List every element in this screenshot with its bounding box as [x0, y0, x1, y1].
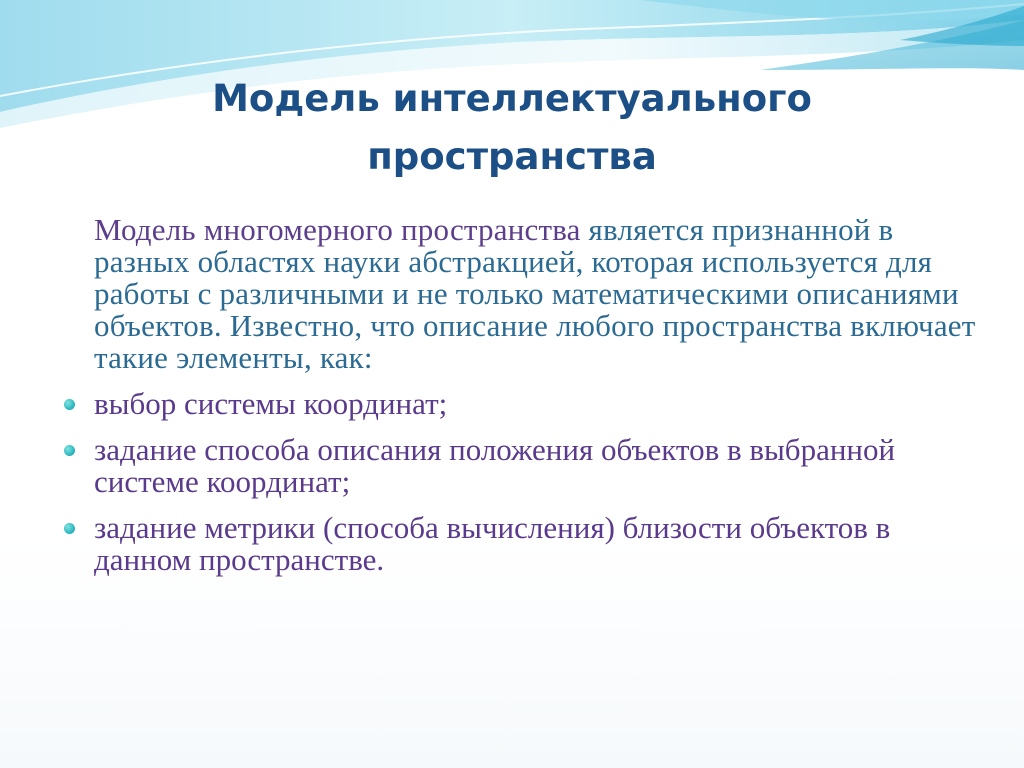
- bullet-dot-icon: [64, 445, 75, 456]
- intro-rest-text: является признанной в разных областях науки абстракцией, которая используется для работы с различными и не только математическими описаниями объектов. Известно, что описание любого пространства включает такие элементы, как:: [94, 212, 976, 375]
- bullet-item: [62, 434, 982, 498]
- bullet-text: выбор системы координат;: [94, 386, 448, 421]
- bullet-dot-icon: [64, 399, 75, 410]
- slide-title: Модель интеллектуального пространства: [212, 77, 812, 178]
- bullet-item: [62, 388, 982, 420]
- bullet-text: задание способа описания положения объектов в выбранной системе координат;: [94, 432, 896, 499]
- intro-lead-text: Модель многомерного пространства: [94, 212, 581, 247]
- bullet-dot-icon: [64, 523, 75, 534]
- slide-body: [62, 214, 982, 590]
- bullet-text: задание метрики (способа вычисления) близости объектов в данном пространстве.: [94, 510, 891, 577]
- bullet-item: [62, 512, 982, 576]
- intro-paragraph: [94, 214, 982, 374]
- bullet-list: [62, 388, 982, 576]
